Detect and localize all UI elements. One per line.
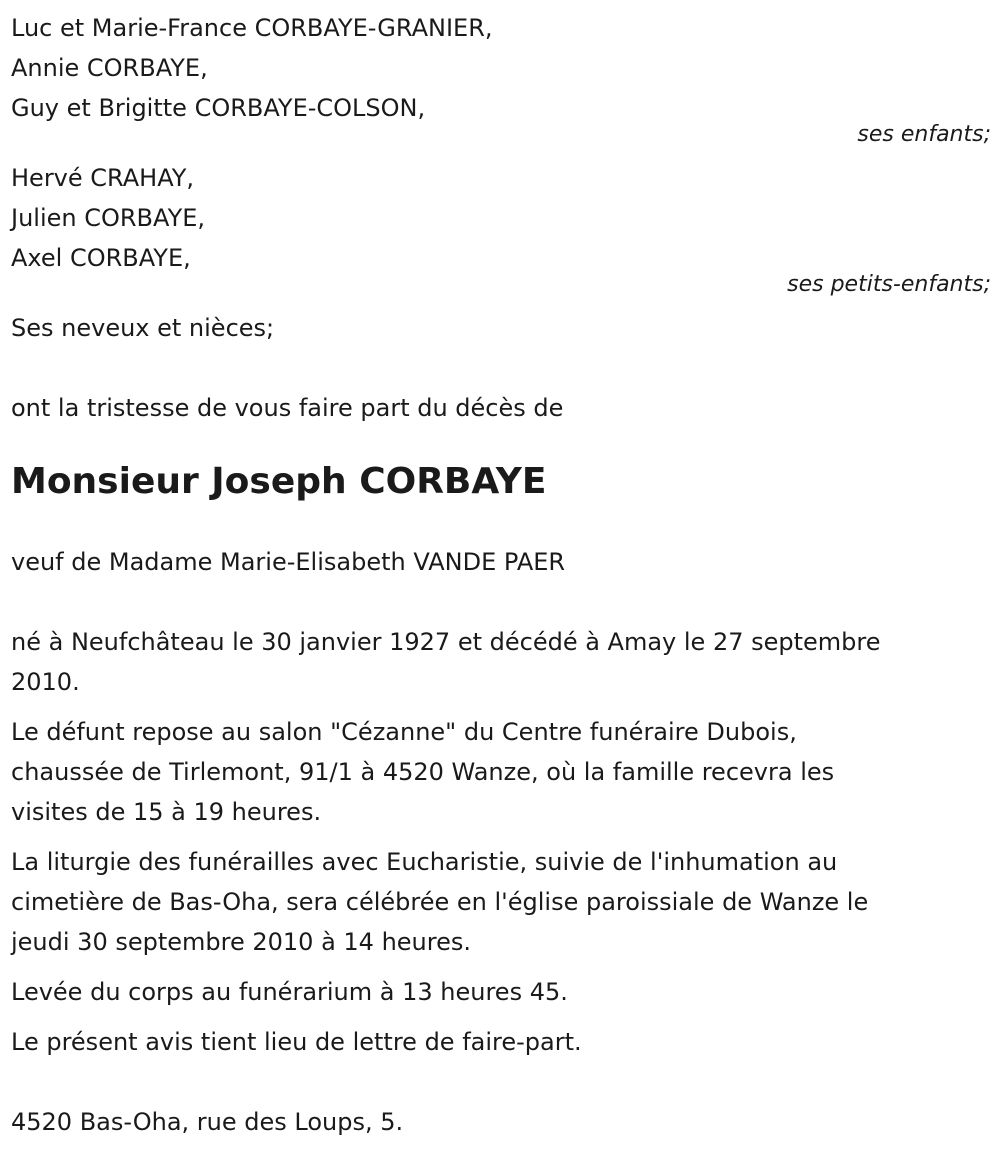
viewing-line: visites de 15 à 19 heures. (11, 798, 322, 826)
grandchild-name: Hervé CRAHAY, (11, 164, 195, 192)
grandchild-name: Julien CORBAYE, (11, 204, 206, 232)
grandchildren-group (11, 158, 991, 298)
children-role: ses enfants; (857, 122, 991, 147)
child-name: Guy et Brigitte CORBAYE-COLSON, (11, 94, 426, 122)
children-group (11, 8, 991, 148)
address-text: 4520 Bas-Oha, rue des Loups, 5. (11, 1108, 404, 1136)
funeral-line: jeudi 30 septembre 2010 à 14 heures. (11, 928, 472, 956)
widower-of: veuf de Madame Marie-Elisabeth VANDE PAER (11, 548, 566, 576)
nephews-nieces: Ses neveux et nièces; (11, 314, 275, 342)
funeral-line: cimetière de Bas-Oha, sera célébrée en l'église paroissiale de Wanze le (11, 888, 869, 916)
deceased-name: Monsieur Joseph CORBAYE (11, 461, 547, 502)
viewing-line: chaussée de Tirlemont, 91/1 à 4520 Wanze, où la famille recevra les (11, 758, 835, 786)
levee-text: Levée du corps au funérarium à 13 heures 45. (11, 978, 568, 1006)
funeral-line: La liturgie des funérailles avec Eucharistie, suivie de l'inhumation au (11, 848, 838, 876)
obituary-notice (11, 8, 991, 1142)
grandchild-name: Axel CORBAYE, (11, 244, 191, 272)
birth-death-line: 2010. (11, 668, 80, 696)
birth-death-line: né à Neufchâteau le 30 janvier 1927 et décédé à Amay le 27 septembre (11, 628, 881, 656)
notice-text: Le présent avis tient lieu de lettre de faire-part. (11, 1028, 582, 1056)
grandchildren-role: ses petits-enfants; (787, 272, 991, 297)
child-name: Luc et Marie-France CORBAYE-GRANIER, (11, 14, 493, 42)
viewing-line: Le défunt repose au salon "Cézanne" du Centre funéraire Dubois, (11, 718, 797, 746)
announcement-text: ont la tristesse de vous faire part du décès de (11, 394, 564, 422)
child-name: Annie CORBAYE, (11, 54, 208, 82)
